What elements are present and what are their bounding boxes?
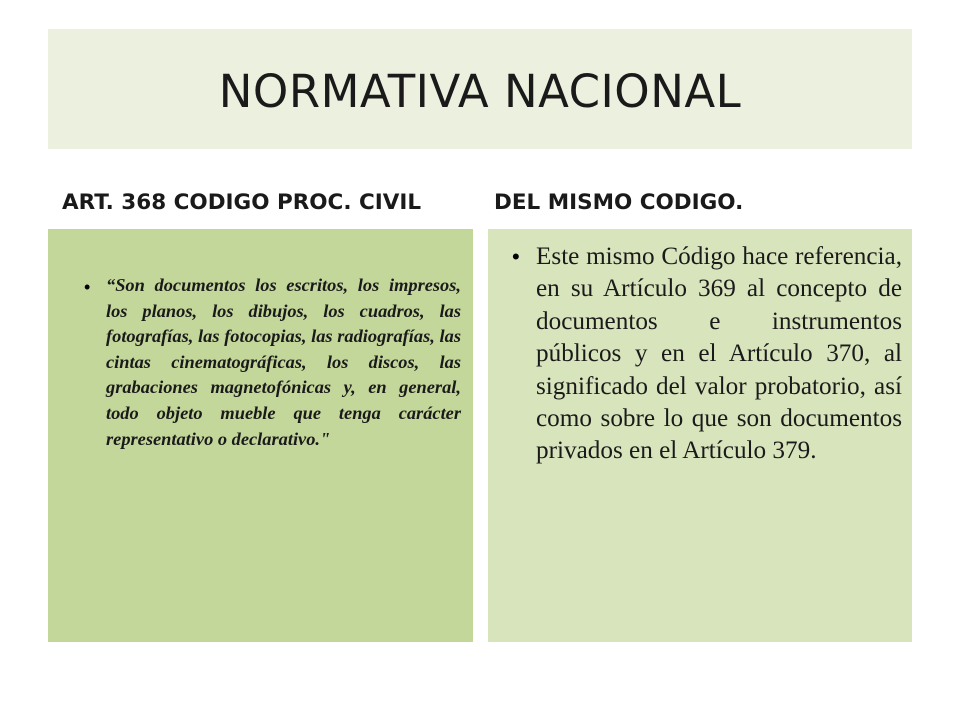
bullet-icon: •: [512, 244, 520, 269]
right-content-panel: [488, 229, 912, 642]
left-column-heading: ART. 368 CODIGO PROC. CIVIL: [62, 190, 422, 215]
left-content-panel: [48, 229, 473, 642]
bullet-icon: •: [84, 277, 91, 297]
right-body-text: Este mismo Código hace referencia, en su Artículo 369 al concepto de documentos e instrumentos públicos y en el Artículo 370, al significado del valor probatorio, así como sobre lo que son documentos privados en el Artículo 379.: [536, 243, 902, 465]
right-column-heading: DEL MISMO CODIGO.: [494, 190, 744, 215]
right-bullet-item: [512, 241, 902, 468]
slide-title: NORMATIVA NACIONAL: [218, 64, 742, 118]
left-bullet-item: [84, 273, 461, 452]
title-bar: [48, 29, 912, 149]
left-quote-text: “Son documentos los escritos, los impresos, los planos, los dibujos, los cuadros, las fotografías, las fotocopias, las radiografías, las cintas cinematográficas, los discos, las grabaciones magnetofónicas y, en general, todo objeto mueble que tenga carácter representativo o declarativo.": [106, 275, 461, 449]
